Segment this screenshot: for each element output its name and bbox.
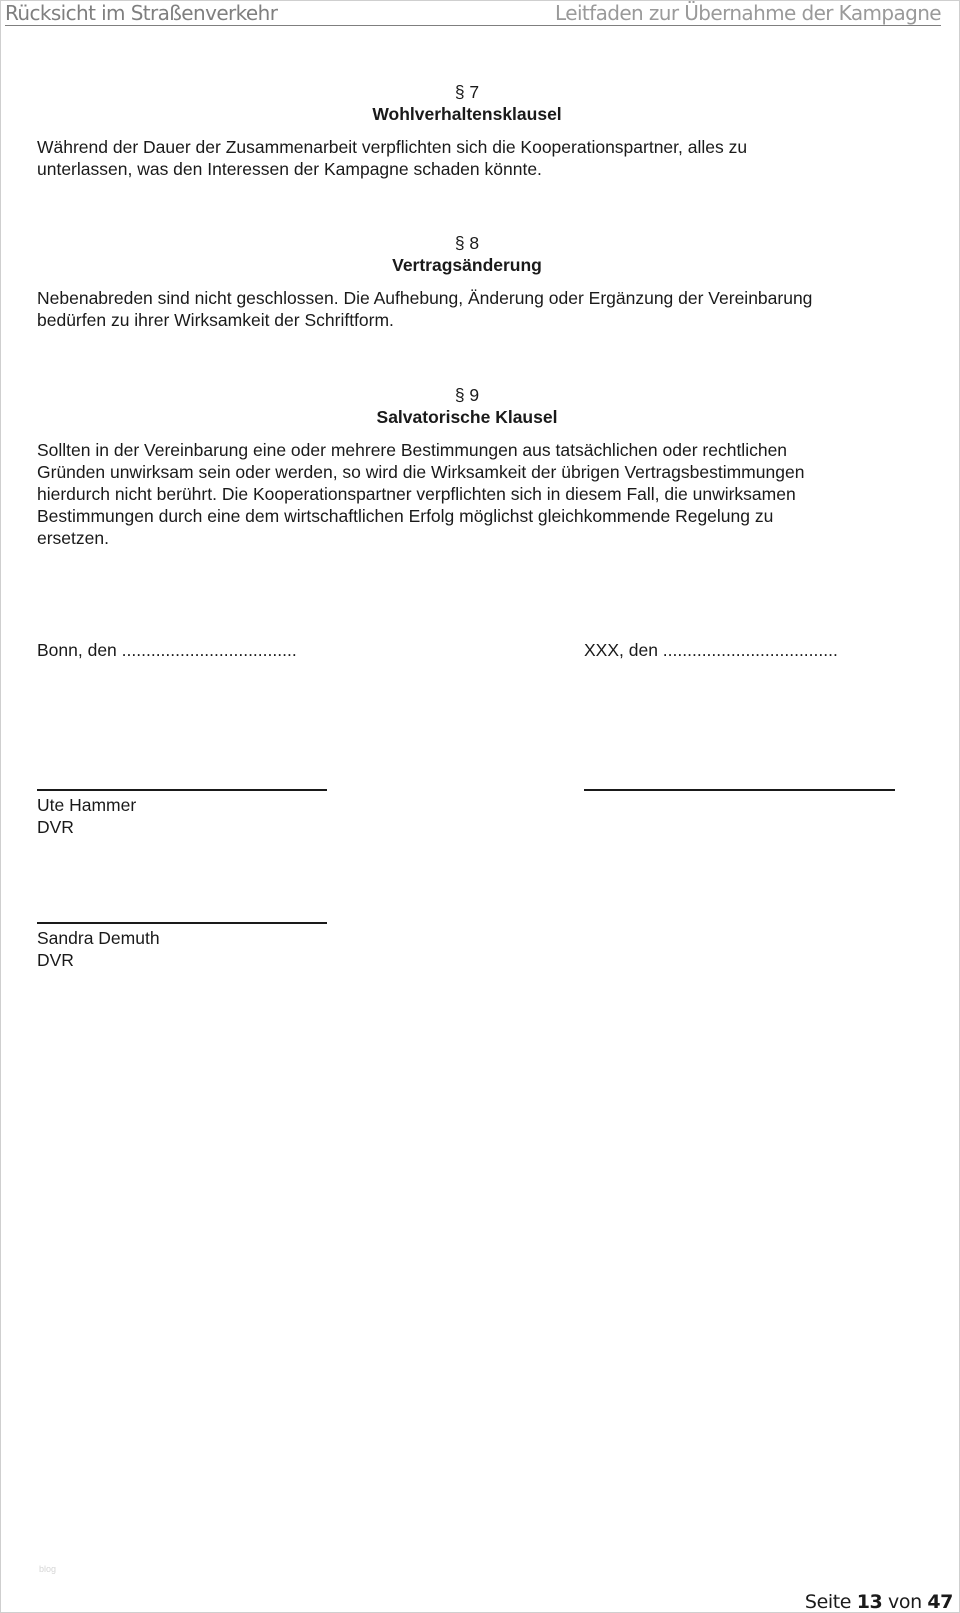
signature-line-right	[584, 789, 895, 791]
header-title-right: Leitfaden zur Übernahme der Kampagne	[555, 1, 941, 25]
footer-middle: von	[888, 1591, 922, 1613]
signer-1	[37, 794, 136, 838]
section-title: Salvatorische Klausel	[376, 407, 558, 427]
section-8	[37, 232, 897, 331]
section-body: Nebenabreden sind nicht geschlossen. Die Aufhebung, Änderung oder Ergänzung der Vereinbarung bedürfen zu ihrer Wirksamkeit der Schriftform.	[37, 288, 813, 330]
page-header	[5, 1, 941, 26]
footer-prefix: Seite	[804, 1591, 852, 1613]
section-number: § 7	[454, 82, 480, 102]
section-body: Sollten in der Vereinbarung eine oder mehrere Bestimmungen aus tatsächlichen oder rechtlichen Gründen unwirksam sein oder werden, so wird die Wirksamkeit der übrigen Vertragsbestimmungen hierdurch nicht berührt. Die Kooperationspartner verpflichten sich in diesem Fall, die unwirksamen Bestimmungen durch eine dem wirtschaftlichen Erfolg möglichst gleichkommende Regelung zu ersetzen.	[37, 440, 805, 548]
section-number: § 8	[454, 233, 480, 253]
signer-name: Sandra Demuth	[37, 928, 160, 948]
signer-org: DVR	[37, 950, 74, 970]
section-title: Wohlverhaltensklausel	[372, 104, 562, 124]
section-body: Während der Dauer der Zusammenarbeit verpflichten sich die Kooperationspartner, alles zu unterlassen, was den Interessen der Kampagne schaden könnte.	[37, 137, 748, 179]
current-page-number: 13	[856, 1591, 883, 1613]
section-9	[37, 384, 897, 549]
page-footer	[805, 1591, 953, 1613]
signer-2	[37, 927, 160, 971]
total-pages: 47	[927, 1591, 953, 1613]
place-date-left: Bonn, den ....................................	[37, 640, 297, 660]
signer-name: Ute Hammer	[37, 795, 137, 815]
watermark: blog	[39, 1564, 57, 1574]
section-title: Vertragsänderung	[392, 255, 542, 275]
header-title-left: Rücksicht im Straßenverkehr	[5, 1, 278, 25]
section-7	[37, 81, 897, 180]
signature-line-left	[37, 789, 327, 791]
place-date-right: XXX, den ....................................	[584, 640, 838, 660]
signature-line-second	[37, 922, 327, 924]
signer-org: DVR	[37, 817, 74, 837]
section-number: § 9	[454, 385, 480, 405]
